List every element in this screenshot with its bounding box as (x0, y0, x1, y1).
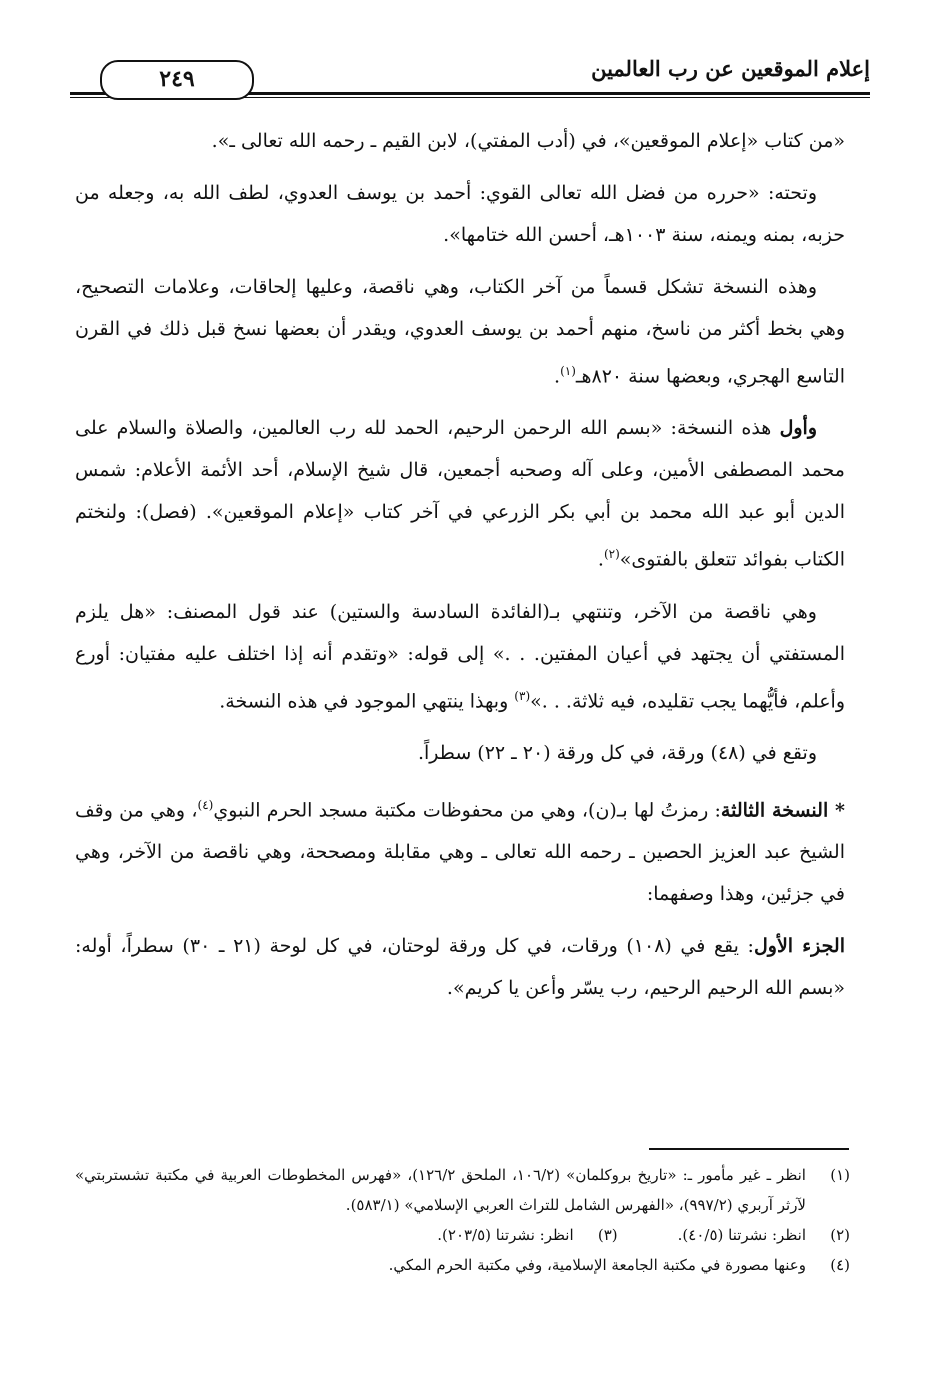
footnote-text: انظر: نشرتنا (٢٠٣/٥). (437, 1226, 574, 1244)
footnote-number: (٤) (830, 1256, 850, 1274)
footnote-row (437, 1220, 806, 1250)
footnote-text: انظر ـ غير مأمور ـ: «تاريخ بروكلمان» (١٠٦/٢، الملحق ١٢٦/٢)، «فهرس المخطوطات العربية في مكتبة تشستربتي» لآرثر آربري (٩٩٧/٢)، «الفهرس الشامل للتراث العربي الإسلامي» (٥٨٣/١). (75, 1166, 806, 1214)
paragraph (75, 172, 845, 256)
paragraph (75, 732, 845, 774)
footnote (75, 1220, 850, 1250)
paragraph-text: : رمزتُ لها بـ(ن)، وهي من محفوظات مكتبة مسجد الحرم النبوي (213, 799, 721, 822)
paragraph-tail: . (597, 548, 604, 571)
footnote-ref: (٢) (603, 547, 620, 562)
paragraph-tail: وبهذا ينتهي الموجود في هذه النسخة. (219, 689, 515, 712)
paragraph (75, 591, 845, 722)
footnote (75, 1160, 850, 1220)
footnote-number: (٣) (597, 1226, 618, 1244)
paragraph-text: وهذه النسخة تشكل قسماً من آخر الكتاب، وهي ناقصة، وعليها إلحاقات، وعلامات التصحيح، وهي بخط أكثر من ناسخ، منهم أحمد بن يوسف العدوي، ويقدر أن بعضها نسخ قبل ذلك في القرن التاسع الهجري، وبعضها سنة ٨٢٠هـ (75, 276, 845, 388)
footnote-number: (١) (830, 1166, 850, 1184)
footnote-number: (٢) (830, 1226, 850, 1244)
paragraph-text: وتحته: «حرره من فضل الله تعالى القوي: أحمد بن يوسف العدوي، لطف الله به، وجعله من حزبه، بمنه ويمنه، سنة ١٠٠٣هـ، أحسن الله ختامها». (75, 182, 845, 246)
paragraph-lead: وأول (779, 417, 817, 440)
paragraph (75, 784, 845, 915)
footnote (75, 1250, 850, 1280)
footnote-ref: (١) (560, 364, 576, 378)
paragraph-lead: * النسخة الثالثة (720, 799, 845, 822)
paragraph (75, 407, 845, 580)
paragraph-text: : يقع في (١٠٨) ورقات، في كل ورقة لوحتان، في كل لوحة (٢١ ـ ٣٠) سطراً، أوله: «بسم الله الرحيم الرحيم، رب يسّر وأعن يا كريم». (75, 935, 845, 1000)
running-title: إعلام الموقعين عن رب العالمين (591, 56, 870, 81)
paragraph-tail: ، وهي من وقف الشيخ عبد العزيز الحصين ـ رحمه الله تعالى ـ وهي مقابلة ومصححة، وهي ناقصة من الآخر، وهي في جزئين، وهذا وصفهما: (75, 799, 845, 906)
footnotes (75, 1160, 850, 1280)
paragraph (75, 266, 845, 397)
paragraph-text: وهي ناقصة من الآخر، وتنتهي بـ(الفائدة السادسة والستين) عند قول المصنف: «هل يلزم المستفتي أن يجتهد في أعيان المفتين. . .» إلى قوله: «وتقدم أنه إذا اختلف عليه مفتيان: أورع وأعلم، فأيُّهما يجب تقليده، فيه ثلاثة. . .» (75, 600, 845, 712)
footnote-text: وعنها مصورة في مكتبة الجامعة الإسلامية، وفي مكتبة الحرم المكي. (388, 1256, 806, 1274)
footnote-ref: (٤) (197, 797, 214, 812)
paragraph-lead: الجزء الأول (753, 935, 845, 958)
footnote-separator (649, 1148, 849, 1150)
paragraph (75, 120, 845, 162)
footnote-ref: (٣) (514, 688, 531, 703)
paragraph (75, 925, 845, 1009)
footnote-text: انظر: نشرتنا (٤٠/٥). (677, 1226, 806, 1244)
paragraph-tail: . (554, 365, 561, 388)
paragraph-text: «من كتاب «إعلام الموقعين»، في (أدب المفتي)، لابن القيم ـ رحمه الله تعالى ـ». (211, 130, 845, 152)
paragraph-text: وتقع في (٤٨) ورقة، في كل ورقة (٢٠ ـ ٢٢) سطراً. (417, 741, 817, 764)
paragraph-text: هذه النسخة: «بسم الله الرحمن الرحيم، الحمد لله رب العالمين، والصلاة والسلام على محمد المصطفى الأمين، وعلى آله وصحبه أجمعين، قال شيخ الإسلام، أحد الأئمة الأعلام: شمس الدين أبو عبد الله محمد بن أبي بكر الزرعي في آخر كتاب «إعلام الموقعين». (فصل): ولنختم الكتاب بفوائد تتعلق بالفتوى» (75, 417, 845, 571)
page-header (70, 52, 870, 100)
page-number: ٢٤٩ (100, 60, 254, 100)
main-text (75, 120, 845, 1019)
